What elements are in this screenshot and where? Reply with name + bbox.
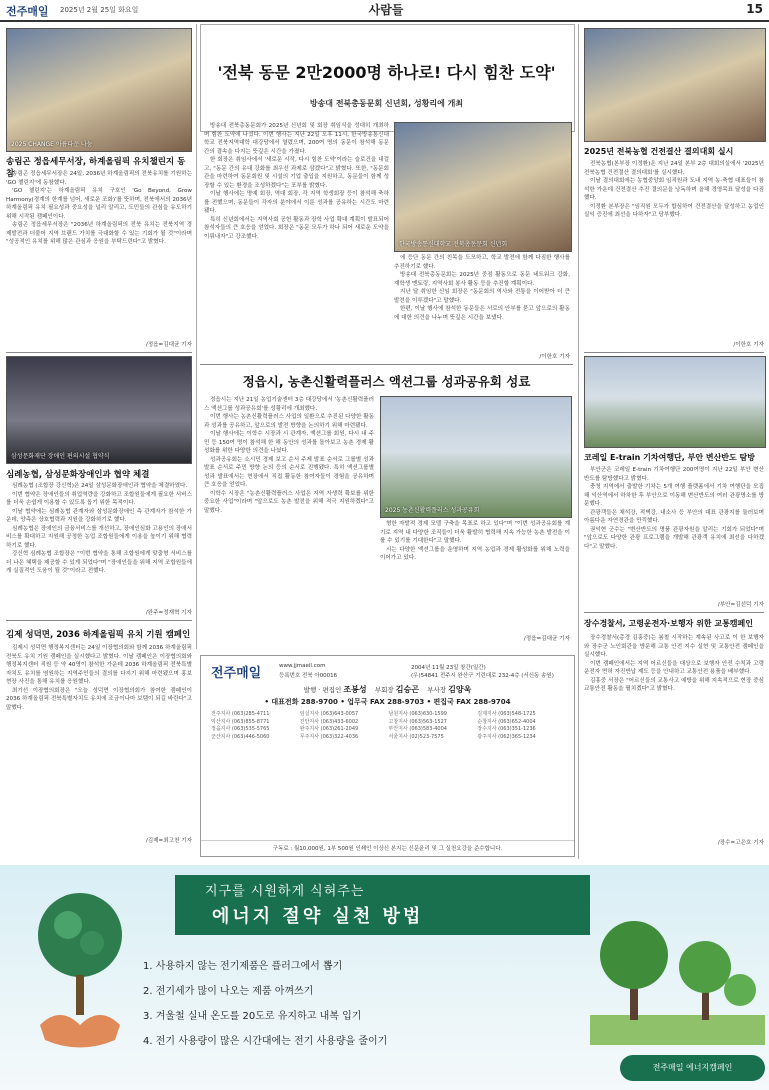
- bureau-entry: 정읍지사 (063)535-5765: [211, 726, 270, 732]
- bureau-entry: 완주지사 (063)261-2049: [299, 726, 359, 732]
- paragraph: 이번 캠페인에서는 지역 어르신들을 대상으로 보행자 안전 수칙과 고령운전자 면허 자진반납 제도 등을 안내하고 교통안전 용품을 배부했다.: [584, 660, 764, 675]
- paragraph: 에 등단 동문 간의 친목을 도모하고, 학교 발전에 함께 다짐한 행사를 추진하기로 했다.: [394, 255, 570, 270]
- paragraph: 전북농협(본부장 이정환)은 지난 24일 본부 2층 대회의실에서 '2025년 전북농협 건전결산 결의대회'를 실시했다.: [584, 161, 764, 176]
- ad-title-2: 에너지 절약 실천 방법: [212, 906, 424, 927]
- paragraph: 형한 자발적 경제 모델 구축을 목표로 하고 있다"며 "이번 성과공유회를 계기로 지역 내 다양한 조직들이 더욱 활발히 협력해 지속 가능한 농촌 발전을 이룰 수 있기를 기대한다"고 말했다.: [380, 521, 570, 544]
- masthead-staff: [201, 684, 574, 695]
- paragraph: 한편, 이날 행사에 참석한 동문들은 서로의 안부를 묻고 앞으로의 활동에 대한 의견을 나누며 뜻깊은 시간을 보냈다.: [394, 306, 570, 321]
- bureau-entry: 고창지사 (063)563-1527: [388, 718, 447, 725]
- ad-item: 2. 전기세가 많이 나오는 제품 아껴쓰기: [143, 986, 314, 997]
- masthead-founded: 2004년 11월 23일 창간(일간): [411, 665, 486, 671]
- article-credit: /완주=정재혁 기자: [145, 610, 192, 616]
- article-photo: [380, 396, 572, 518]
- masthead-url[interactable]: www.jjmaeil.com: [279, 663, 326, 669]
- lead-body-right: [394, 254, 570, 350]
- header-section: 사람들: [368, 3, 404, 17]
- paragraph: 한 회장은 취임사에서 '새로운 시작, 다시 힘찬 도약'이라는 슬로건을 내걸고, "동문 간의 유대 강화를 최우선 과제로 삼겠다"고 밝혔다. 또한, "동문회관을 마련하여 동문회원 및 시설의 기업 출입을 지원하고, 동문들이 함께 성장할 수 있는 환경을 조성하겠다"는 포부를 밝혔다.: [204, 157, 389, 189]
- masthead-logo: 전주매일: [211, 666, 262, 681]
- article-body-left: [204, 396, 374, 640]
- article-body-right: [380, 520, 570, 630]
- staff-role: 부회장: [374, 686, 394, 694]
- paragraph: 이날 행사에는 이학수 시장과 시 관계자, 액션그룹 회원, 다시 내 주민 등 150여 명이 참석해 한 해 동안의 성과를 돌아보고 농촌 경제 활성화를 위한 다양한 의견을 나눴다.: [204, 431, 374, 454]
- paragraph: 정읍시는 지난 21일 농업기술센터 3층 대강당에서 '농촌신활력플러스 액션그룹 성과공유회'를 성황리에 개최했다.: [204, 397, 374, 412]
- article-headline: 장수경찰서, 고령운전자·보행자 위한 교통캠페인: [584, 619, 753, 628]
- staff-role: 발행 · 편집인: [303, 686, 342, 694]
- paragraph: 송림곤 정읍세무서장은 24일, 2036년 하계올림픽의 전북유치를 기원하는 'GO 챌린지'에 동참했다.: [6, 171, 192, 186]
- article-credit: /장수=고은호 기자: [717, 840, 764, 846]
- paragraph: 이날 협약에는 심례농협 관계자와 삼성문화장애인 측 관계자가 참석한 가운데, 양측은 상호협력과 지원을 강화하기로 했다.: [6, 508, 192, 523]
- ad-item: 4. 전기 사용량이 많은 시간대에는 전기 사용량을 줄이기: [143, 1036, 388, 1047]
- article-headline: 송림곤 정읍세무서장, 하계올림픽 유치챌린지 동참: [6, 157, 186, 179]
- earth-tree-icon: [20, 875, 140, 1075]
- page-number: 15: [746, 2, 763, 16]
- paragraph: 권익현 군수는 "변산반도의 명품 관광자원을 알리는 기회가 되었다"며 "앞으로도 다양한 관광 프로그램을 개발해 관광객 유치에 최선을 다하겠다"고 말했다.: [584, 526, 764, 550]
- article-headline: 심례농협, 삼성문화장애인과 협약 체결: [6, 470, 150, 480]
- paragraph: 특히 신년회에서는 지역사회 공헌 활동과 장학 사업 확대 계획이 발표되어 참석자들의 큰 호응을 얻었다. 회장은 "동문 모두가 하나 되어 새로운 도약을 이뤄내자"고 강조했다.: [204, 216, 389, 240]
- photo-caption: 한국방송통신대학교 전북총동문회 신년회: [399, 241, 508, 248]
- divider: [584, 612, 764, 613]
- article-photo: [6, 356, 192, 464]
- paragraph: 장수경찰서(총경 김홍중)는 봄철 시작하는 계속된 사고로 이 한 보행자와 장수군 노인회관을 방문해 교통 안전 지수 실현 및 교통안전 캠페인을 실시했다.: [584, 635, 764, 658]
- bureau-entry: 임실지사 (063)643-0057: [299, 711, 359, 717]
- paragraph: 지난 달 취임한 신임 회장은 "동문회의 역사와 전통을 이어받아 더 큰 발전을 이루겠다"고 말했다.: [394, 289, 570, 304]
- ad-item: 3. 겨울철 실내 온도를 20도로 유지하고 내복 입기: [143, 1011, 362, 1022]
- article-body: [6, 482, 192, 606]
- paragraph: 부안군은 코레일 E-train 기차여행단 200여명이 지난 22일 부안 변산반도를 탐방했다고 밝혔다.: [584, 467, 764, 482]
- article-body: [584, 160, 764, 338]
- photo-caption: 2025 농촌신활력플러스 성과공유회: [385, 507, 480, 514]
- paragraph: 관광객들은 채석강, 적벽강, 내소사 등 부안의 대표 관광지를 둘러보며 아름다운 자연경관을 만끽했다.: [584, 509, 764, 524]
- staff-role: 부사장: [427, 686, 447, 694]
- paragraph: 시는 다양한 액션그룹을 운영하며 지역 농업과 경제 활성화를 위해 노력을 이어가고 있다.: [380, 546, 570, 561]
- bureau-entry: 익산지사 (063)855-8771: [211, 718, 270, 725]
- paragraph: 이정환 본부장은 "임직원 모두가 합심하여 건전결산을 달성하고 농업인 실익 증진에 최선을 다하자"고 당부했다.: [584, 203, 764, 218]
- paragraph: 이날 행사에는 명예 회장, 역대 회장, 각 지역 학생회장 등이 참석해 축하를 전했으며, 동문들이 각자의 분야에서 이룬 성과를 공유하는 시간도 마련됐다.: [204, 191, 389, 214]
- bureau-entry: 부안지사 (063)583-4004: [388, 726, 447, 732]
- photo-caption: 삼성문화재단 장애인 편의시설 협약식: [11, 453, 110, 460]
- article-body: [6, 170, 192, 338]
- column-divider: [196, 24, 197, 649]
- article-credit: /부안=김선덕 기자: [717, 602, 764, 608]
- article-headline: 정읍시, 농촌신활력플러스 액션그룹 성과공유회 성료: [242, 374, 531, 389]
- paragraph: 강신혁 심례농협 조합장은 "이번 협약을 통해 조합원에게 맞춤형 서비스를 더 나은 혜택을 제공할 수 있게 되었다"며 "장애인들을 위해 지역 조합원들에게 실질적인 도움이 될 것"이라고 전했다.: [6, 551, 192, 574]
- paragraph: 방송대 전북총동문회는 2025년 중점 활동으로 동문 네트워크 강화, 재학생 멘토링, 지역사회 봉사 활동 등을 추진할 계획이다.: [394, 272, 570, 287]
- column-divider: [578, 24, 579, 859]
- paragraph: 심례농협은 장애인의 금융서비스를 개선하고, 장애인심화 고용인의 장애서비스를 확대하고 지원해 공정한 농업 조합원들에게 이용을 높이기 위해 협력하기로 했다.: [6, 525, 192, 549]
- article-body: [6, 644, 192, 834]
- ad-title-1: 지구를 시원하게 식혀주는: [205, 884, 365, 899]
- paragraph: 성과공유회는 소시민 경제 보고 순서 주제 발표 순서로 그룹별 성과 발표 순서로 주민 방향 논의 등의 순서로 진행됐다. 특히 액션그룹별 성과 발표에서는 현장에서 직접 활동한 참여자들이 경험을 공유하며 큰 호응을 얻었다.: [204, 456, 374, 488]
- bureau-row: [211, 711, 566, 719]
- campaign-badge: 전주매일 에너지캠페인: [620, 1055, 765, 1081]
- paragraph: 이번 행사는 농촌신활력플러스 사업의 일환으로 추진된 다양한 활동과 성과를 공유하고, 앞으로의 발전 방향을 논의하기 위해 마련됐다.: [204, 414, 374, 429]
- header-date: 2025년 2월 25일 화요일: [60, 6, 139, 14]
- bureau-entry: 광주지사 (062)365-1234: [477, 733, 536, 740]
- divider: [6, 352, 192, 353]
- paragraph: 최기선 이장협의회장은 "오늘 성덕면 이장협의회가 참여한 캠페인이 2036 하계올림픽 전북특별자치도 유치에 조금이나마 보탬이 되길 바란다"고 말했다.: [6, 687, 192, 711]
- bureau-entry: 장수지사 (063)351-1236: [477, 726, 536, 732]
- ad-item: 1. 사용하지 않는 전기제품은 플러그에서 뽑기: [143, 961, 343, 972]
- divider: [584, 352, 764, 353]
- staff-name: 조봉성: [343, 685, 367, 694]
- article-credit: /정읍=김대균 기자: [145, 342, 192, 348]
- article-credit: /이한호 기자: [539, 354, 570, 360]
- masthead-footer: 구독료 : 월10,000원, 1부 500원 인쇄인 이상신 본지는 신문윤리 및 그 실천요강을 준수합니다.: [201, 840, 574, 852]
- trees-illustration: [590, 895, 765, 1045]
- masthead: [200, 655, 575, 857]
- page-header: [0, 0, 769, 22]
- bureau-entry: 김제지사 (063)548-1725: [477, 711, 536, 717]
- paragraph: 송림곤 정읍세무서장은 "2036년 하계올림픽의 전북 유치는 전북지역 경제발전과 더불어 지역 브랜드 가치를 극대화할 수 있는 기회가 될 것"이라며 "성공적인 유치를 위해 많은 관심과 응원을 부탁드린다"고 밝혔다.: [6, 222, 192, 245]
- divider: [6, 620, 192, 621]
- paragraph: 'GO 챌린지'는 하계올림픽 유치 구호인 'Go Beyond, Grow Harmony(경계의 한계를 넘어, 새로운 조화)'를 뜻하며, 전북에서의 2036년 하계올림픽 유치 필요성과 중요성을 널리 알리고, 도민들의 관심을 유도하기 위해 시작된 캠페인이다.: [6, 188, 192, 220]
- bureau-entry: 전주지사 (063)285-4711: [211, 711, 270, 717]
- staff-name: 김양욱: [448, 685, 472, 694]
- article-credit: /김제=최고천 기자: [145, 838, 192, 844]
- bureau-row: [211, 726, 566, 734]
- article-photo: [584, 356, 766, 448]
- bureau-list: [211, 711, 566, 741]
- article-body: [584, 634, 764, 834]
- article-photo: [584, 28, 766, 142]
- paragraph: 방송대 전북총동문회가 2025년 신년회 및 회장 취임식을 성대히 개최하며 힘찬 도약에 나섰다. 이번 행사는 지난 22일 오후 11시, 한국방송통신대학교 전북지역대학 대강당에서 열렸으며, 200여 명의 동문이 참석해 동문 간의 결속을 다지는 뜻깊은 시간을 가졌다.: [204, 123, 389, 155]
- lead-photo: [394, 122, 572, 252]
- energy-ad: [0, 865, 769, 1090]
- staff-name: 김승곤: [395, 685, 419, 694]
- article-headline: 코레일 E-train 기차여행단, 부안 변산반도 탐방: [584, 453, 756, 462]
- paragraph: 이날 결의대회에는 농협중앙회 임직원과 도내 지역 농·축협 대표들이 참석한 가운데 건전결산 추진 결의문을 낭독하며 올해 경영목표 달성을 다짐했다.: [584, 178, 764, 201]
- article-headline: 2025년 전북농협 건전결산 결의대회 실시: [584, 147, 734, 156]
- masthead-registration: 등록번호 전북 아00016: [279, 673, 338, 679]
- bureau-entry: 순창지사 (063)652-4004: [477, 718, 536, 725]
- paragraph: 김제시 성덕면 행정복지센터는 24일 이장협의회와 함께 2036 하계올림픽 전북도 유치 기원 캠페인을 실시했다고 밝혔다. 이날 캠페인은 이장협의회와 행정복지센터 직원 등 약 40명이 참석한 가운데 2036 하계올림픽 전북특별자치도 유치를 염원하는 지역주민들의 결의를 다지기 위해 마련됐으며 홍보현장 사진을 통해 유치를 응원했다.: [6, 645, 192, 685]
- bureau-entry: 군산지사 (063)446-5060: [211, 733, 270, 740]
- article-credit: /이한호 기자: [733, 342, 764, 348]
- bureau-entry: 서울지사 (02)523-7575: [388, 733, 444, 740]
- paragraph: 충청 지역에서 출발한 기차는 5개 여행 플랫폼에서 기차 여행단을 모집해 익산역에서 하차한 후 부안으로 이동해 변산반도의 여러 관광명소를 방문했다.: [584, 484, 764, 507]
- bureau-entry: 진안지사 (063)433-6002: [299, 718, 359, 725]
- lead-headline: '전북 동문 2만2000명 하나로! 다시 힘찬 도약': [217, 63, 556, 82]
- bureau-row: [211, 734, 566, 742]
- header-brand: 전주매일: [6, 5, 49, 18]
- masthead-contact: • 대표전화 288-9700 • 업무국 FAX 288-9703 • 편집국 FAX 288-9704: [264, 698, 511, 706]
- lead-subhead: 방송대 전북총동문회 신년회, 성황리에 개최: [309, 99, 464, 108]
- paragraph: 김홍중 서장은 "어르신들의 교통사고 예방을 위해 지속적으로 현장 중심 교통안전 활동을 펼치겠다"고 밝혔다.: [584, 677, 764, 692]
- divider: [200, 364, 573, 365]
- masthead-address: (우)54841 전주시 완산구 기린대로 232-4층 (서신동 송원): [411, 673, 554, 679]
- bureau-entry: 무주지사 (063)322-4036: [299, 733, 359, 740]
- lead-body-left: [204, 122, 389, 350]
- article-body: [584, 466, 764, 598]
- paragraph: 이학수 시장은 "농촌신활력플러스 사업은 지역 자생력 확보를 위한 중요한 사업"이라며 "앞으로도 농촌 발전을 위해 적극 지원하겠다"고 말했다.: [204, 490, 374, 514]
- article-headline: 김제 성덕면, 2036 하계올림픽 유치 기원 캠페인: [6, 630, 191, 640]
- bureau-row: [211, 719, 566, 727]
- paragraph: 이번 협약은 장애인들의 취업역량을 강화하고 조합원들에게 필요한 서비스를 더욱 손쉽게 이용할 수 있도록 돕기 위한 목적이다.: [6, 491, 192, 506]
- photo-caption: 2025 CHANGE 아름다운 나눔: [11, 141, 93, 148]
- article-photo: [6, 28, 192, 152]
- paragraph: 심례농협 (조합장 강신혁)은 24일 삼성문화장애인과 협약을 체결하였다.: [12, 483, 188, 489]
- article-credit: /정읍=김대균 기자: [523, 636, 570, 642]
- bureau-entry: 남원지사 (063)630-1599: [388, 711, 447, 717]
